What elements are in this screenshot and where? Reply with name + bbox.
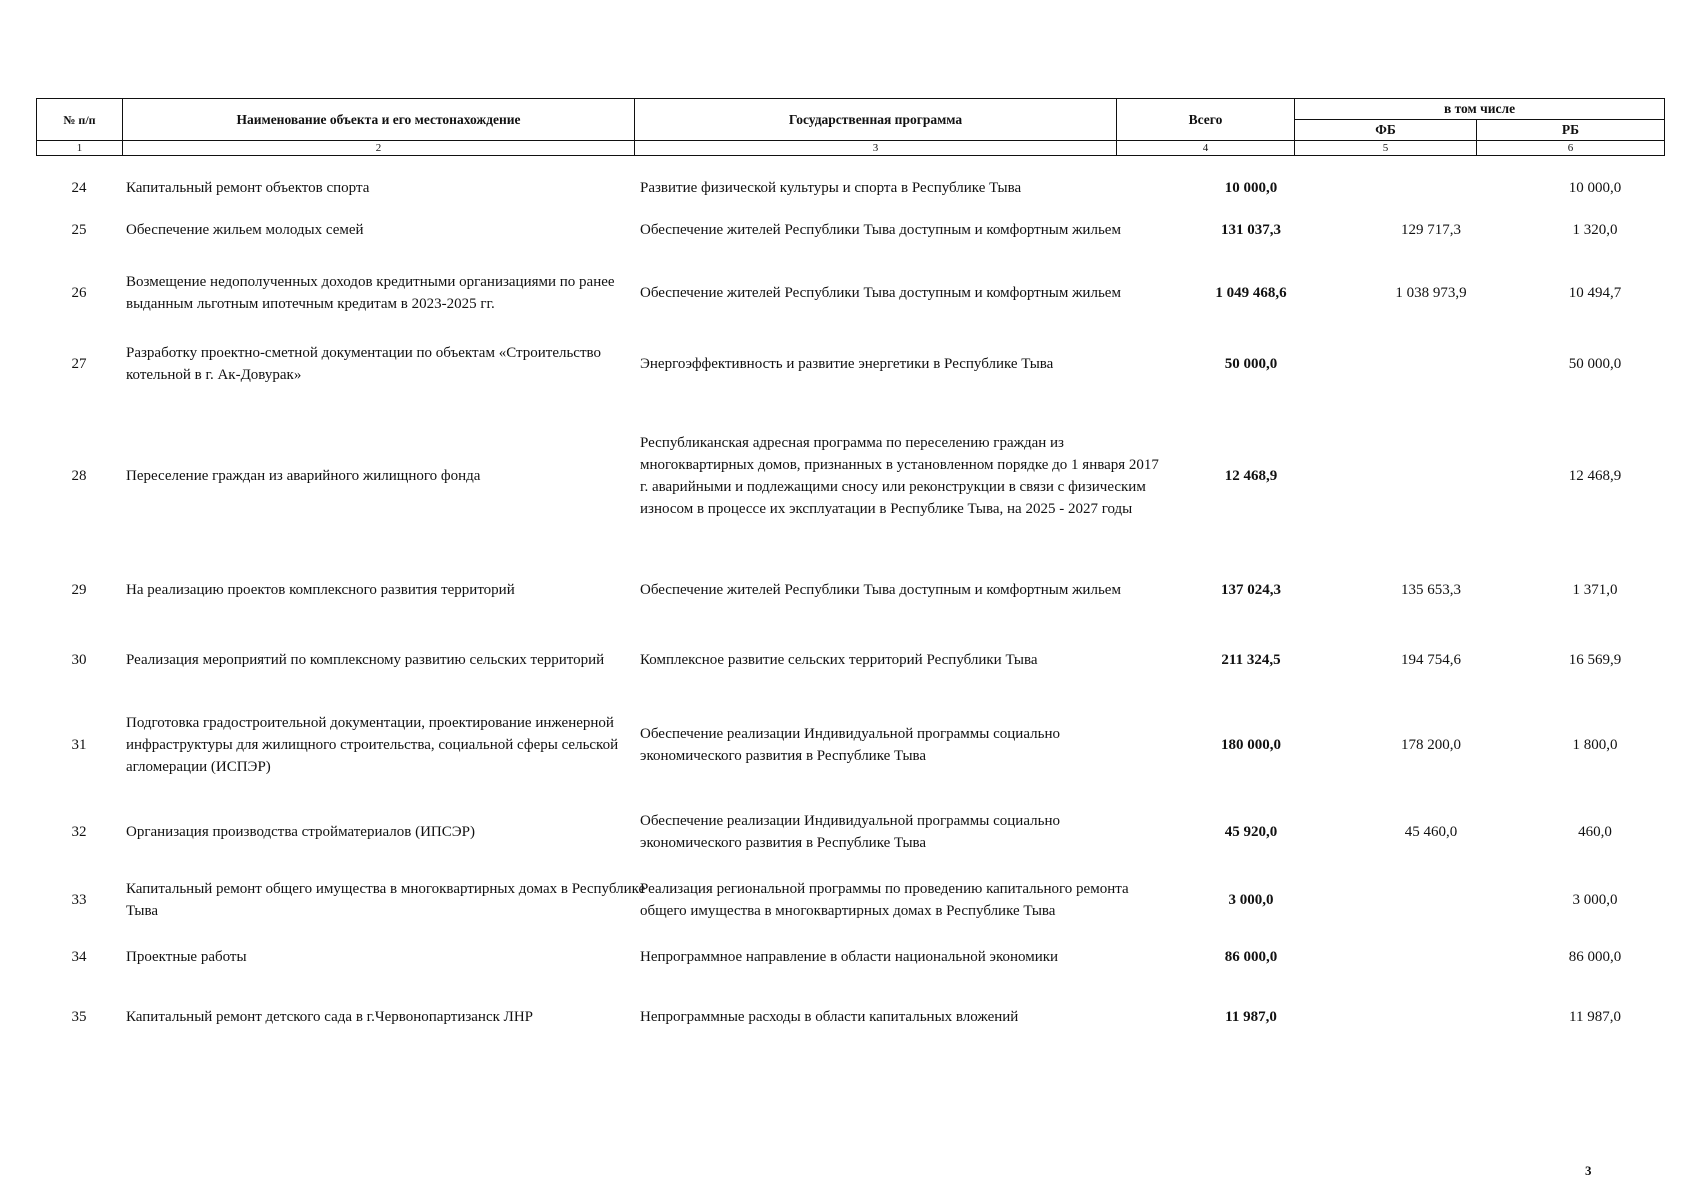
- table-body: [36, 168, 1664, 1088]
- table-header: [36, 98, 1665, 156]
- table-row: [36, 566, 1664, 614]
- rb-value: 460,0: [1578, 824, 1612, 840]
- total-value: 211 324,5: [1221, 652, 1281, 668]
- program-name: Обеспечение жителей Республики Тыва доступным и комфортным жильем: [640, 285, 1121, 301]
- program-name: Обеспечение реализации Индивидуальной программы социально экономического развития в Республике Тыва: [640, 813, 1060, 851]
- fb-value: 1 038 973,9: [1395, 285, 1467, 301]
- rb-value: 1 800,0: [1572, 737, 1618, 753]
- row-number: 28: [71, 468, 87, 484]
- fb-value: [1342, 340, 1520, 388]
- object-name: Возмещение недополученных доходов кредитными организациями по ранее выданным льготным ипотечным кредитам в 2023-2025 гг.: [126, 274, 615, 312]
- row-number: 29: [71, 582, 87, 598]
- object-name: Капитальный ремонт общего имущества в многоквартирных домах в Республике Тыва: [126, 881, 646, 919]
- program-name: Реализация региональной программы по проведению капитального ремонта общего имущества в многоквартирных домах в Республике Тыва: [640, 881, 1129, 919]
- object-name: Капитальный ремонт объектов спорта: [126, 180, 370, 196]
- header-total: Всего: [1117, 99, 1295, 141]
- row-number: 34: [71, 949, 87, 965]
- total-value: 131 037,3: [1221, 222, 1281, 238]
- object-name: Подготовка градостроительной документации, проектирование инженерной инфраструктуры для жилищного строительства, социальной сферы сельской агломерации (ИСПЭР): [126, 715, 619, 775]
- header-rb: РБ: [1477, 120, 1665, 141]
- table-row: [36, 260, 1664, 326]
- fb-value: 194 754,6: [1401, 652, 1461, 668]
- total-value: 11 987,0: [1225, 1009, 1277, 1025]
- row-number: 30: [71, 652, 87, 668]
- header-index-6: 6: [1477, 141, 1665, 156]
- table-row: [36, 866, 1664, 934]
- table-row: [36, 206, 1664, 254]
- table-row: [36, 636, 1664, 684]
- fb-value: [1342, 994, 1520, 1040]
- header-name: Наименование объекта и его местонахождение: [123, 99, 635, 141]
- header-index-4: 4: [1117, 141, 1295, 156]
- program-name: Обеспечение реализации Индивидуальной программы социально экономического развития в Республике Тыва: [640, 726, 1060, 764]
- rb-value: 50 000,0: [1568, 356, 1622, 372]
- header-index-1: 1: [37, 141, 123, 156]
- fb-value: 45 460,0: [1404, 824, 1458, 840]
- object-name: На реализацию проектов комплексного развития территорий: [126, 582, 515, 598]
- rb-value: 3 000,0: [1572, 892, 1618, 908]
- program-name: Развитие физической культуры и спорта в Республике Тыва: [640, 180, 1022, 196]
- object-name: Капитальный ремонт детского сада в г.Червонопартизанск ЛНР: [126, 1009, 533, 1025]
- total-value: 10 000,0: [1224, 180, 1278, 196]
- header-index-3: 3: [635, 141, 1117, 156]
- program-name: Республиканская адресная программа по переселению граждан из многоквартирных домов, признанных в установленном порядке до 1 января 2017 г. аварийными и подлежащими сносу или реконструкции в связи с физическим износом в процессе их эксплуатации в Республике Тыва, на 2025 - 2027 годы: [640, 435, 1159, 517]
- page-number: 3: [1585, 1163, 1592, 1178]
- table-row: [36, 340, 1664, 388]
- header-program: Государственная программа: [635, 99, 1117, 141]
- row-number: 32: [71, 824, 87, 840]
- row-number: 25: [71, 222, 87, 238]
- row-number: 26: [71, 285, 87, 301]
- table-row: [36, 408, 1664, 544]
- table-row: [36, 808, 1664, 856]
- object-name: Разработку проектно-сметной документации по объектам «Строительство котельной в г. Ак-Довурак»: [126, 345, 601, 383]
- program-name: Обеспечение жителей Республики Тыва доступным и комфортным жильем: [640, 582, 1121, 598]
- total-value: 3 000,0: [1228, 892, 1274, 908]
- header-including: в том числе: [1295, 99, 1665, 120]
- row-number: 27: [71, 356, 87, 372]
- row-number: 35: [71, 1009, 87, 1025]
- total-value: 45 920,0: [1224, 824, 1278, 840]
- table-row: [36, 934, 1664, 980]
- object-name: Организация производства стройматериалов (ИПСЭР): [126, 824, 475, 840]
- row-number: 24: [71, 180, 87, 196]
- rb-value: 10 000,0: [1568, 180, 1622, 196]
- object-name: Переселение граждан из аварийного жилищного фонда: [126, 468, 481, 484]
- fb-value: 129 717,3: [1401, 222, 1461, 238]
- program-name: Непрограммные расходы в области капитальных вложений: [640, 1009, 1019, 1025]
- rb-value: 86 000,0: [1568, 949, 1622, 965]
- rb-value: 16 569,9: [1568, 652, 1622, 668]
- rb-value: 1 371,0: [1572, 582, 1618, 598]
- total-value: 86 000,0: [1224, 949, 1278, 965]
- program-name: Обеспечение жителей Республики Тыва доступным и комфортным жильем: [640, 222, 1121, 238]
- total-value: 180 000,0: [1221, 737, 1281, 753]
- rb-value: 12 468,9: [1568, 468, 1622, 484]
- total-value: 137 024,3: [1221, 582, 1281, 598]
- fb-value: [1342, 866, 1520, 934]
- fb-value: 135 653,3: [1401, 582, 1461, 598]
- row-number: 31: [71, 737, 87, 753]
- program-name: Энергоэффективность и развитие энергетики в Республике Тыва: [640, 356, 1054, 372]
- total-value: 12 468,9: [1224, 468, 1278, 484]
- total-value: 50 000,0: [1224, 356, 1278, 372]
- header-fb: ФБ: [1295, 120, 1477, 141]
- object-name: Реализация мероприятий по комплексному развитию сельских территорий: [126, 652, 605, 668]
- table-row: [36, 710, 1664, 780]
- rb-value: 1 320,0: [1572, 222, 1618, 238]
- object-name: Обеспечение жильем молодых семей: [126, 222, 364, 238]
- rb-value: 11 987,0: [1569, 1009, 1621, 1025]
- rb-value: 10 494,7: [1568, 285, 1622, 301]
- table-row: [36, 994, 1664, 1040]
- header-num: № п/п: [37, 99, 123, 141]
- header-index-2: 2: [123, 141, 635, 156]
- fb-value: [1342, 168, 1520, 208]
- header-index-5: 5: [1295, 141, 1477, 156]
- table-row: [36, 168, 1664, 208]
- program-name: Непрограммное направление в области национальной экономики: [640, 949, 1059, 965]
- fb-value: [1342, 934, 1520, 980]
- object-name: Проектные работы: [126, 949, 247, 965]
- fb-value: 178 200,0: [1401, 737, 1461, 753]
- program-name: Комплексное развитие сельских территорий Республики Тыва: [640, 652, 1038, 668]
- total-value: 1 049 468,6: [1215, 285, 1287, 301]
- row-number: 33: [71, 892, 87, 908]
- fb-value: [1342, 408, 1520, 544]
